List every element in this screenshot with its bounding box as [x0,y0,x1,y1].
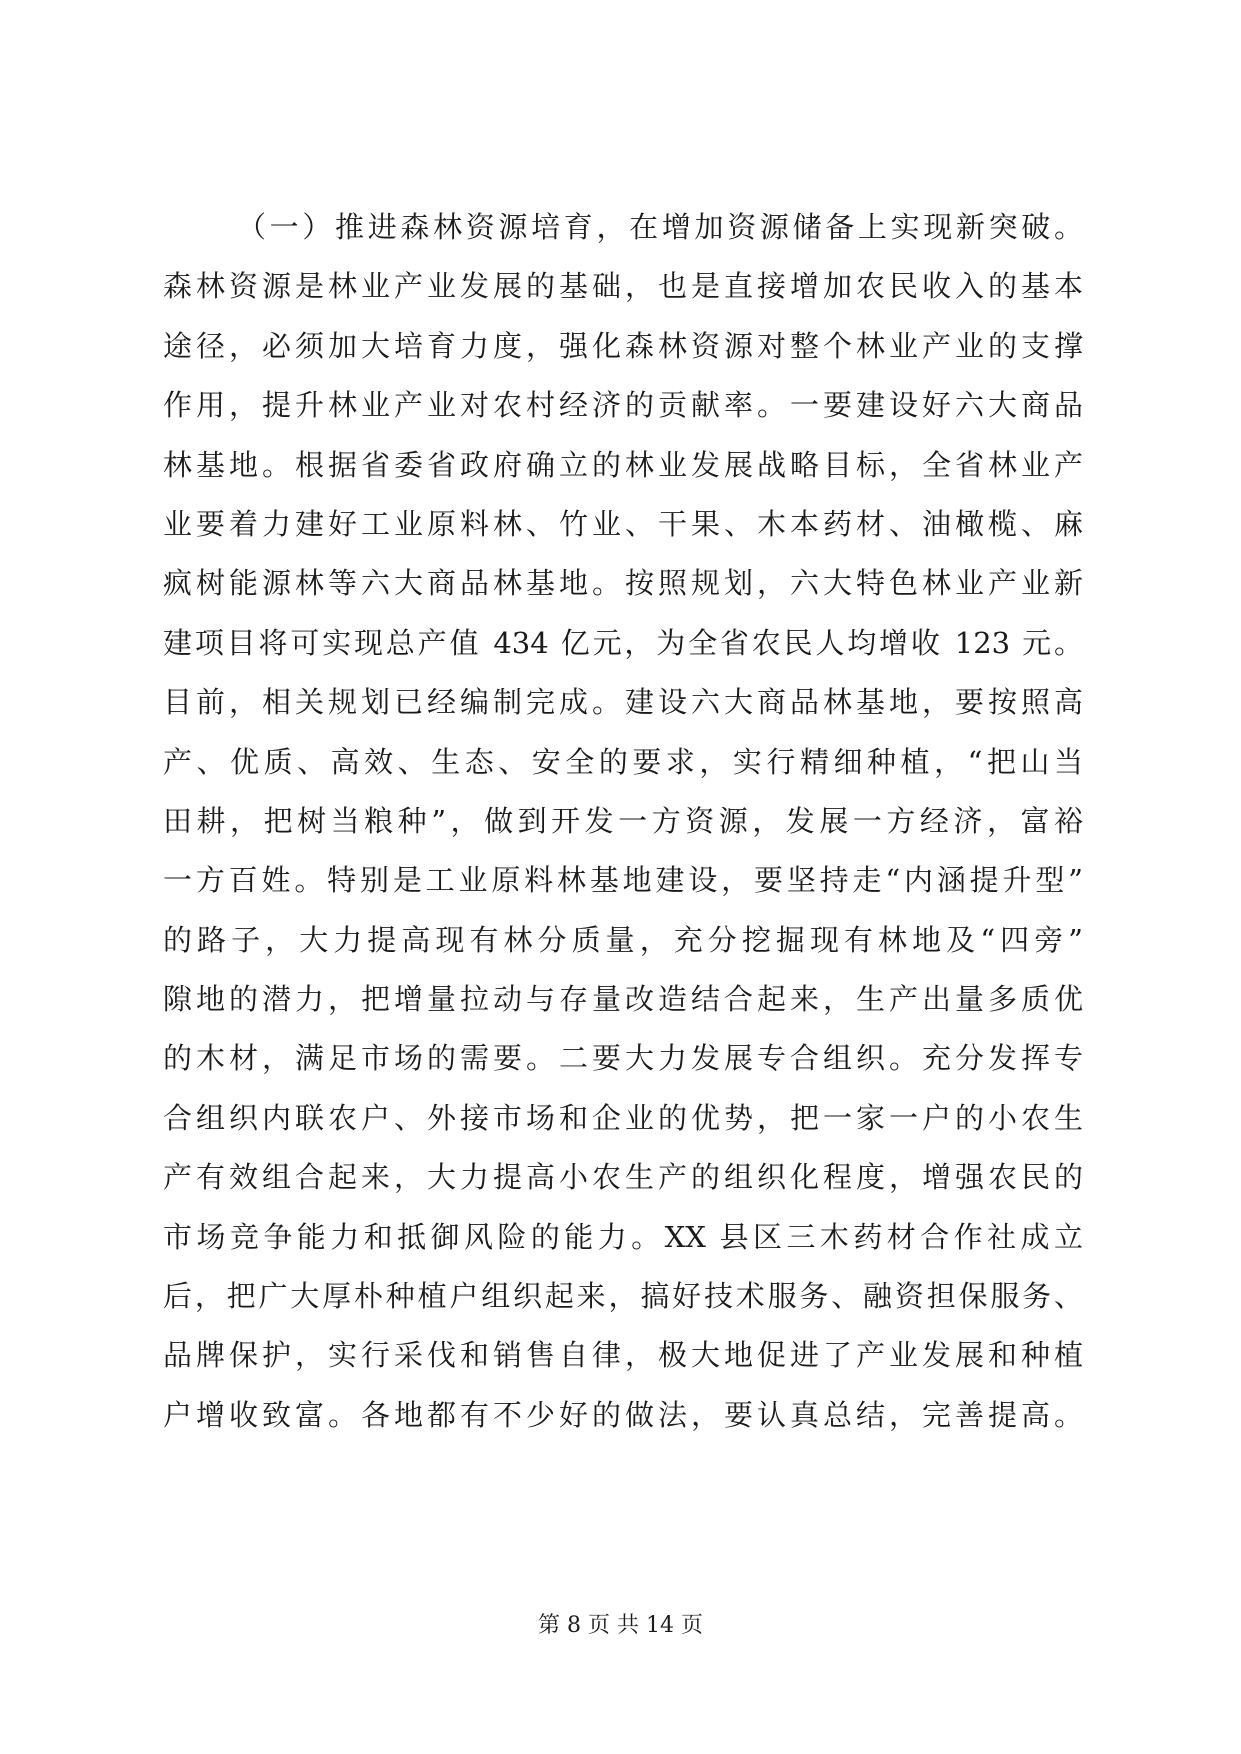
paragraph-line: 市场竞争能力和抵御风险的能力。XX 县区三木药材合作社成立 [163,1219,1083,1254]
body-paragraph [163,198,1083,1445]
paragraph-line: 户增收致富。各地都有不少好的做法，要认真总结，完善提高。 [163,1397,1083,1432]
page-number-footer: 第 8 页 共 14 页 [538,1613,703,1638]
paragraph-line: 途径，必须加大培育力度，强化森林资源对整个林业产业的支撑 [163,328,1083,363]
paragraph-line: 的木材，满足市场的需要。二要大力发展专合组织。充分发挥专 [163,1041,1083,1076]
paragraph-line: 建项目将可实现总产值 434 亿元，为全省农民人均增收 123 元。 [163,625,1083,660]
paragraph-line: 疯树能源林等六大商品林基地。按照规划，六大特色林业产业新 [163,566,1083,601]
paragraph-line: 作用，提升林业产业对农村经济的贡献率。一要建设好六大商品 [163,388,1083,423]
paragraph-line: 品牌保护，实行采伐和销售自律，极大地促进了产业发展和种植 [163,1338,1083,1373]
paragraph-line: 林基地。根据省委省政府确立的林业发展战略目标，全省林业产 [163,447,1083,482]
paragraph-line: 业要着力建好工业原料林、竹业、干果、木本药材、油橄榄、麻 [163,506,1083,541]
paragraph-line: 目前，相关规划已经编制完成。建设六大商品林基地，要按照高 [163,685,1083,720]
paragraph-line: 的路子，大力提高现有林分质量，充分挖掘现有林地及“四旁” [163,922,1083,957]
paragraph-line: 产、优质、高效、生态、安全的要求，实行精细种植，“把山当 [163,744,1083,779]
paragraph-line: （一）推进森林资源培育，在增加资源储备上实现新突破。 [237,210,1083,244]
paragraph-line: 产有效组合起来，大力提高小农生产的组织化程度，增强农民的 [163,1160,1083,1195]
paragraph-line: 一方百姓。特别是工业原料林基地建设，要坚持走“内涵提升型” [163,863,1083,898]
paragraph-line: 合组织内联农户、外接市场和企业的优势，把一家一户的小农生 [163,1100,1083,1135]
paragraph-line: 隙地的潜力，把增量拉动与存量改造结合起来，生产出量多质优 [163,982,1083,1017]
paragraph-line: 后，把广大厚朴种植户组织起来，搞好技术服务、融资担保服务、 [163,1279,1083,1314]
paragraph-line: 森林资源是林业产业发展的基础，也是直接增加农民收入的基本 [163,269,1083,304]
paragraph-line: 田耕，把树当粮种”，做到开发一方资源，发展一方经济，富裕 [163,803,1083,838]
